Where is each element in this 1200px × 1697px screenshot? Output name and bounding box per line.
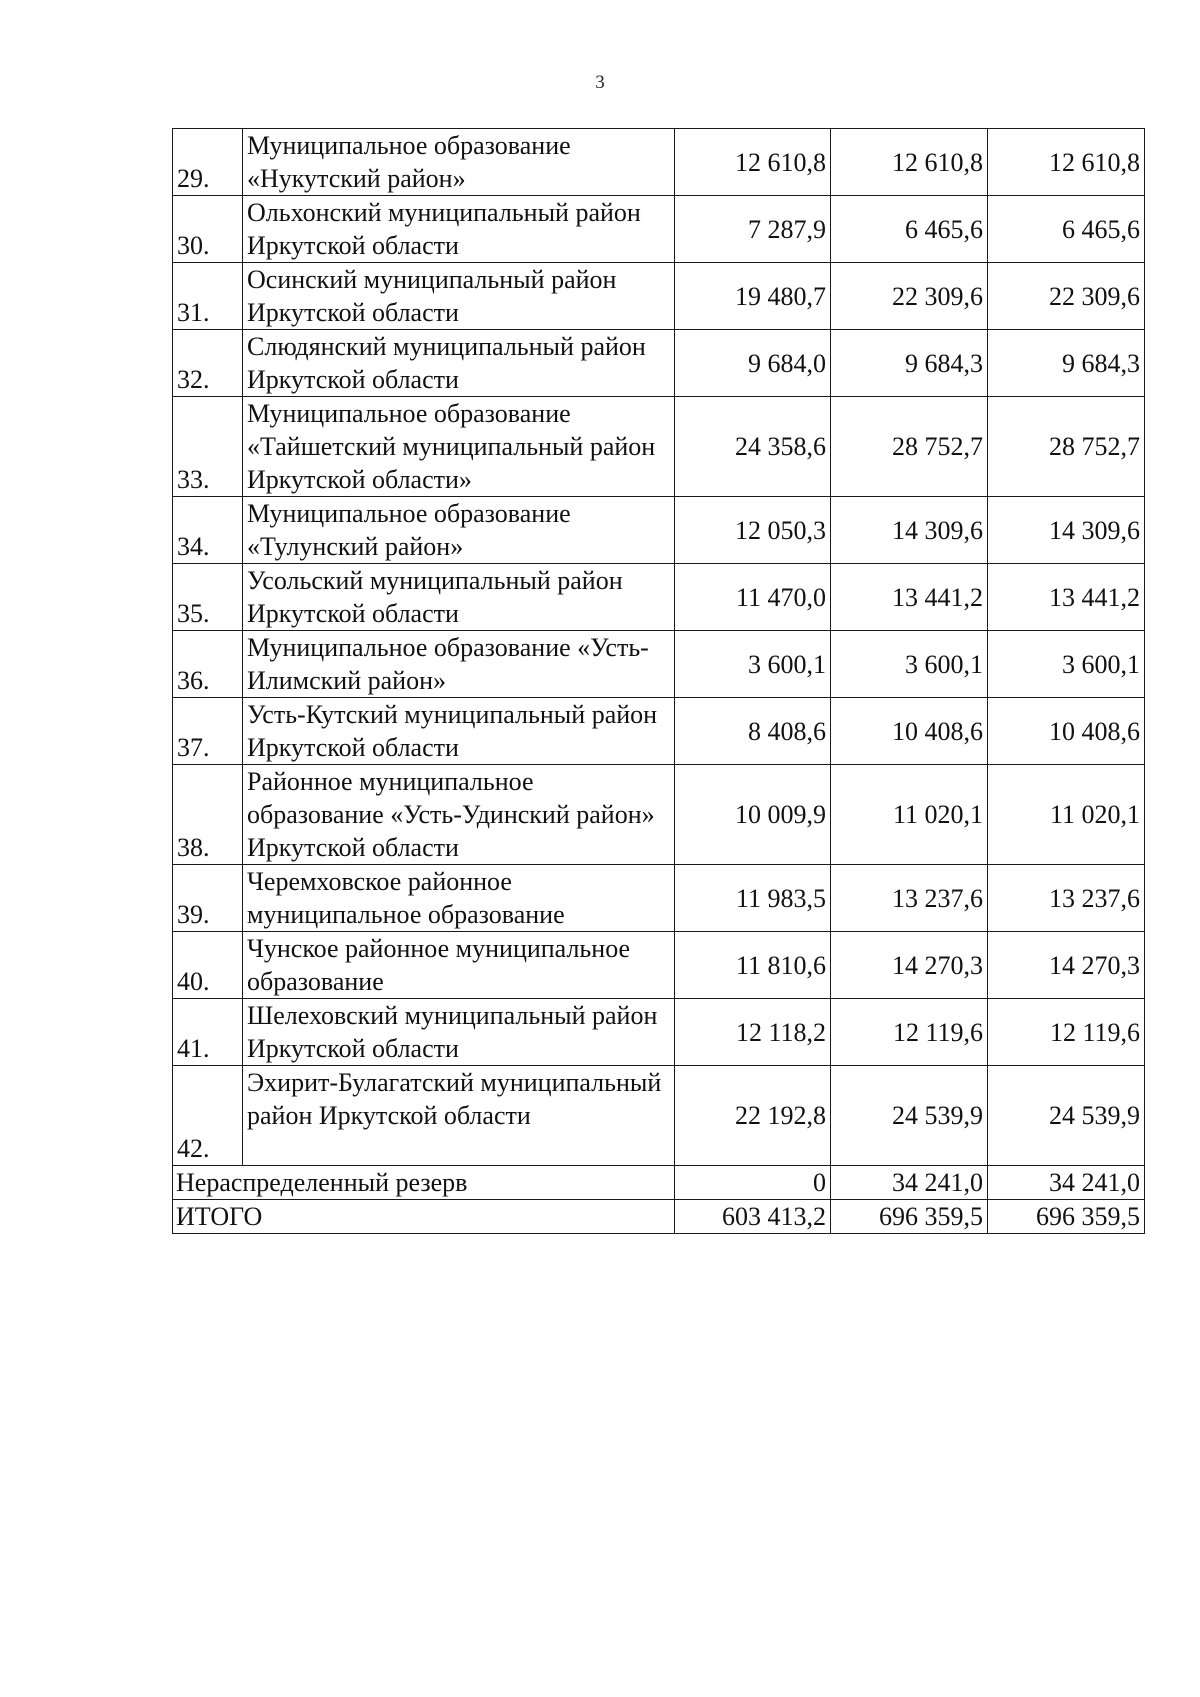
value-col-1: 12 118,2 bbox=[675, 999, 831, 1066]
municipality-name: Усольский муниципальный район Иркутской области bbox=[243, 564, 675, 631]
table-row bbox=[173, 631, 1145, 698]
value-col-2: 24 539,9 bbox=[831, 1066, 988, 1166]
table-row bbox=[173, 129, 1145, 196]
value-col-1: 0 bbox=[675, 1166, 831, 1200]
value-col-3: 11 020,1 bbox=[988, 765, 1145, 865]
row-number: 41. bbox=[173, 999, 243, 1066]
table-row bbox=[173, 698, 1145, 765]
value-col-1: 11 983,5 bbox=[675, 865, 831, 932]
table-row bbox=[173, 564, 1145, 631]
value-col-3: 34 241,0 bbox=[988, 1166, 1145, 1200]
value-col-2: 13 237,6 bbox=[831, 865, 988, 932]
municipality-name: Муниципальное образование «Нукутский район» bbox=[243, 129, 675, 196]
value-col-3: 13 237,6 bbox=[988, 865, 1145, 932]
value-col-1: 603 413,2 bbox=[675, 1200, 831, 1234]
value-col-3: 14 309,6 bbox=[988, 497, 1145, 564]
table-row bbox=[173, 330, 1145, 397]
value-col-3: 22 309,6 bbox=[988, 263, 1145, 330]
value-col-2: 10 408,6 bbox=[831, 698, 988, 765]
value-col-1: 7 287,9 bbox=[675, 196, 831, 263]
value-col-3: 9 684,3 bbox=[988, 330, 1145, 397]
value-col-2: 22 309,6 bbox=[831, 263, 988, 330]
row-number: 32. bbox=[173, 330, 243, 397]
value-col-1: 12 050,3 bbox=[675, 497, 831, 564]
total-row bbox=[173, 1200, 1145, 1234]
value-col-1: 10 009,9 bbox=[675, 765, 831, 865]
value-col-1: 24 358,6 bbox=[675, 397, 831, 497]
value-col-1: 22 192,8 bbox=[675, 1066, 831, 1166]
municipality-name: Муниципальное образование «Усть-Илимский район» bbox=[243, 631, 675, 698]
value-col-2: 14 309,6 bbox=[831, 497, 988, 564]
reserve-row bbox=[173, 1166, 1145, 1200]
value-col-1: 9 684,0 bbox=[675, 330, 831, 397]
value-col-2: 3 600,1 bbox=[831, 631, 988, 698]
row-number: 42. bbox=[173, 1066, 243, 1166]
row-number: 35. bbox=[173, 564, 243, 631]
value-col-2: 14 270,3 bbox=[831, 932, 988, 999]
row-number: 38. bbox=[173, 765, 243, 865]
table-row bbox=[173, 765, 1145, 865]
value-col-3: 3 600,1 bbox=[988, 631, 1145, 698]
table-row bbox=[173, 1066, 1145, 1166]
value-col-2: 13 441,2 bbox=[831, 564, 988, 631]
value-col-1: 19 480,7 bbox=[675, 263, 831, 330]
value-col-2: 9 684,3 bbox=[831, 330, 988, 397]
value-col-3: 28 752,7 bbox=[988, 397, 1145, 497]
row-number: 40. bbox=[173, 932, 243, 999]
value-col-3: 696 359,5 bbox=[988, 1200, 1145, 1234]
row-number: 29. bbox=[173, 129, 243, 196]
municipality-name: Муниципальное образование «Тайшетский муниципальный район Иркутской области» bbox=[243, 397, 675, 497]
municipality-name: Осинский муниципальный район Иркутской области bbox=[243, 263, 675, 330]
table-row bbox=[173, 263, 1145, 330]
municipality-name: Эхирит-Булагатский муниципальный район Иркутской области bbox=[243, 1066, 675, 1166]
value-col-1: 3 600,1 bbox=[675, 631, 831, 698]
table-row bbox=[173, 865, 1145, 932]
municipality-name: Ольхонский муниципальный район Иркутской области bbox=[243, 196, 675, 263]
value-col-2: 696 359,5 bbox=[831, 1200, 988, 1234]
total-label: ИТОГО bbox=[173, 1200, 675, 1234]
value-col-1: 12 610,8 bbox=[675, 129, 831, 196]
municipality-name: Слюдянский муниципальный район Иркутской области bbox=[243, 330, 675, 397]
value-col-3: 14 270,3 bbox=[988, 932, 1145, 999]
value-col-3: 12 119,6 bbox=[988, 999, 1145, 1066]
reserve-label: Нераспределенный резерв bbox=[173, 1166, 675, 1200]
value-col-3: 10 408,6 bbox=[988, 698, 1145, 765]
row-number: 39. bbox=[173, 865, 243, 932]
value-col-2: 28 752,7 bbox=[831, 397, 988, 497]
municipality-name: Чунское районное муниципальное образование bbox=[243, 932, 675, 999]
municipality-name: Районное муниципальное образование «Усть-Удинский район» Иркутской области bbox=[243, 765, 675, 865]
value-col-3: 24 539,9 bbox=[988, 1066, 1145, 1166]
table-row bbox=[173, 932, 1145, 999]
value-col-3: 13 441,2 bbox=[988, 564, 1145, 631]
municipality-name: Черемховское районное муниципальное образование bbox=[243, 865, 675, 932]
value-col-3: 12 610,8 bbox=[988, 129, 1145, 196]
table-row bbox=[173, 999, 1145, 1066]
row-number: 31. bbox=[173, 263, 243, 330]
row-number: 34. bbox=[173, 497, 243, 564]
value-col-1: 11 470,0 bbox=[675, 564, 831, 631]
value-col-2: 12 610,8 bbox=[831, 129, 988, 196]
value-col-1: 11 810,6 bbox=[675, 932, 831, 999]
municipality-name: Усть-Кутский муниципальный район Иркутской области bbox=[243, 698, 675, 765]
table-row bbox=[173, 497, 1145, 564]
table-row bbox=[173, 397, 1145, 497]
row-number: 36. bbox=[173, 631, 243, 698]
page-number: 3 bbox=[595, 72, 605, 93]
row-number: 37. bbox=[173, 698, 243, 765]
value-col-2: 6 465,6 bbox=[831, 196, 988, 263]
value-col-1: 8 408,6 bbox=[675, 698, 831, 765]
municipality-name: Шелеховский муниципальный район Иркутской области bbox=[243, 999, 675, 1066]
value-col-3: 6 465,6 bbox=[988, 196, 1145, 263]
value-col-2: 11 020,1 bbox=[831, 765, 988, 865]
value-col-2: 12 119,6 bbox=[831, 999, 988, 1066]
value-col-2: 34 241,0 bbox=[831, 1166, 988, 1200]
row-number: 30. bbox=[173, 196, 243, 263]
municipality-name: Муниципальное образование «Тулунский район» bbox=[243, 497, 675, 564]
budget-table bbox=[172, 128, 1145, 1234]
table-row bbox=[173, 196, 1145, 263]
row-number: 33. bbox=[173, 397, 243, 497]
